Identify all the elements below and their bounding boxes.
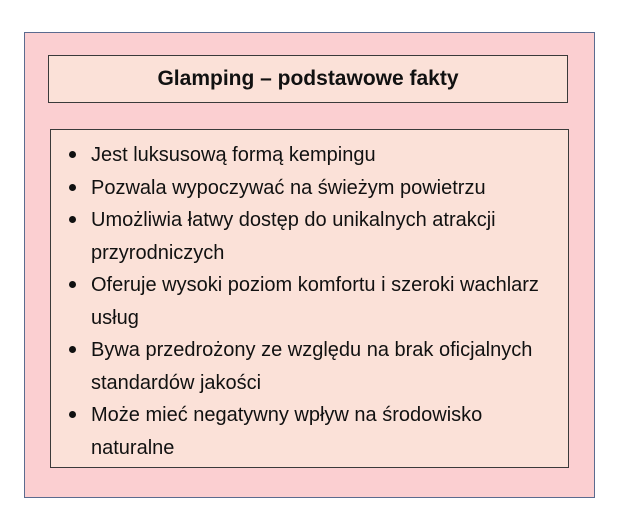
bullet-icon bbox=[69, 281, 76, 288]
fact-text: Bywa przedrożony ze względu na brak oficjalnych standardów jakości bbox=[91, 339, 533, 394]
list-item bbox=[67, 399, 556, 464]
fact-text: Jest luksusową formą kempingu bbox=[91, 144, 376, 166]
fact-text: Umożliwia łatwy dostęp do unikalnych atrakcji przyrodniczych bbox=[91, 209, 496, 264]
fact-text: Oferuje wysoki poziom komfortu i szeroki wachlarz usług bbox=[91, 274, 539, 329]
title-box bbox=[48, 55, 568, 103]
bullet-icon bbox=[69, 346, 76, 353]
bullet-icon bbox=[69, 216, 76, 223]
list-item bbox=[67, 269, 556, 334]
bullet-icon bbox=[69, 151, 76, 158]
facts-list bbox=[67, 139, 556, 464]
bullet-icon bbox=[69, 184, 76, 191]
page-title: Glamping – podstawowe fakty bbox=[157, 67, 459, 90]
list-item bbox=[67, 172, 556, 205]
list-item bbox=[67, 334, 556, 399]
list-item bbox=[67, 204, 556, 269]
fact-text: Może mieć negatywny wpływ na środowisko naturalne bbox=[91, 404, 483, 459]
fact-text: Pozwala wypoczywać na świeżym powietrzu bbox=[91, 176, 486, 199]
list-item bbox=[67, 139, 556, 172]
bullet-icon bbox=[69, 411, 76, 418]
facts-box bbox=[50, 129, 569, 468]
